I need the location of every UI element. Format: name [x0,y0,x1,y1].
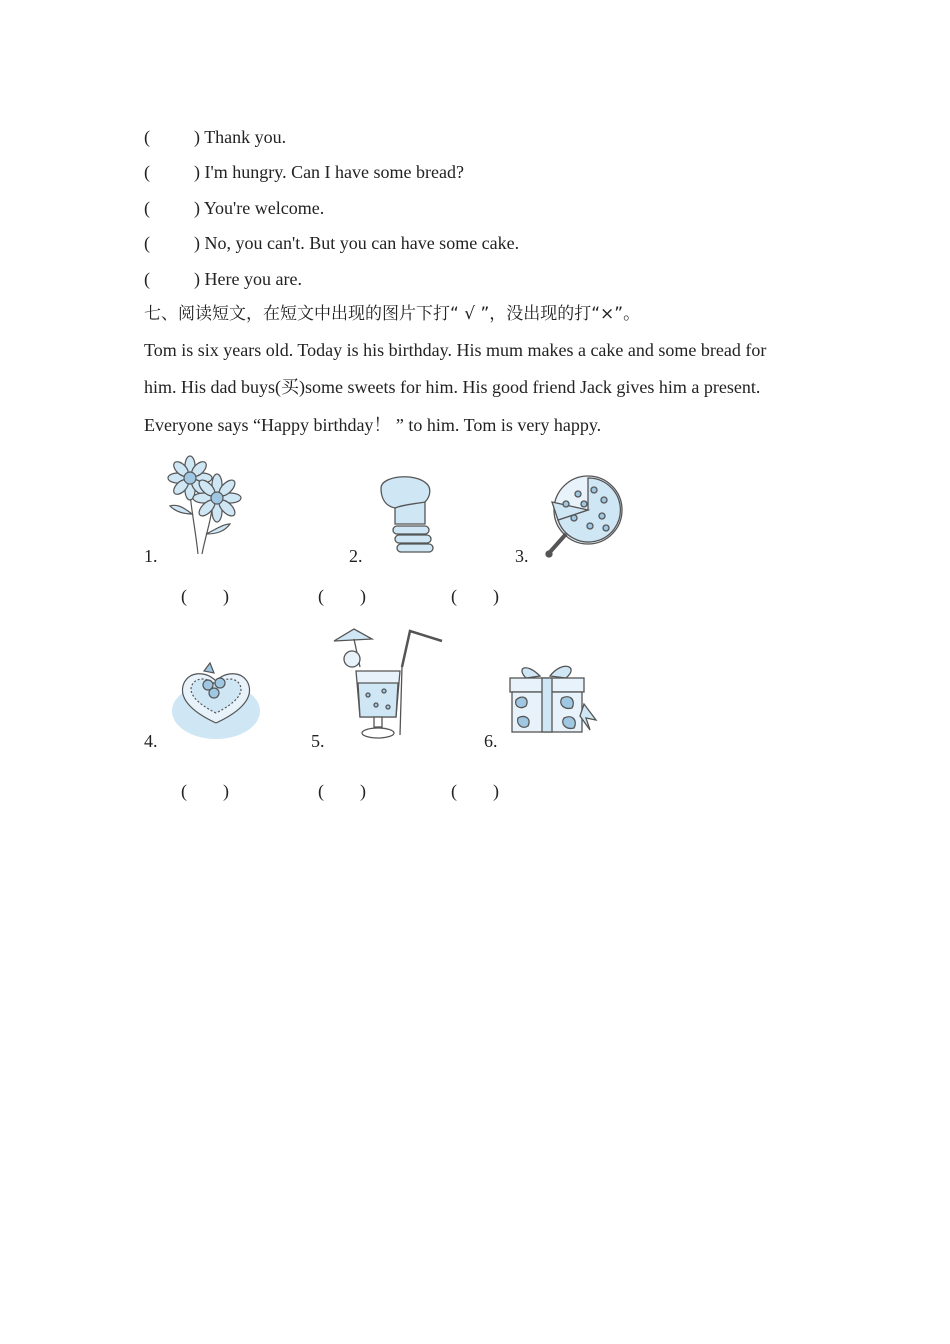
section-heading: 七、阅读短文，在短文中出现的图片下打“ √ ”，没出现的打“×”。 [144,304,641,324]
item-number: 6. [484,731,498,751]
item-number: 2. [349,546,363,566]
answer-bracket-open: ( [144,162,150,182]
item-number: 4. [144,731,158,751]
juice-drink-icon [330,625,446,743]
dialogue-line [144,231,519,255]
answer-bracket-close: ) [194,127,200,147]
answer-bracket-close: ) [194,198,200,218]
answer-brackets[interactable]: ( ) [318,586,366,606]
answer-bracket-close: ) [194,233,200,253]
item-number: 1. [144,546,158,566]
answer-brackets[interactable]: ( ) [451,586,499,606]
answer-bracket-open: ( [144,233,150,253]
dialogue-line [144,160,464,184]
dialogue-text: No, you can't. But you can have some cake. [204,233,520,253]
item-number: 5. [311,731,325,751]
dialogue-line [144,196,324,220]
dialogue-text: I'm hungry. Can I have some bread? [204,162,464,182]
pizza-icon [544,474,628,560]
answer-bracket-open: ( [144,269,150,289]
passage-line: Tom is six years old. Today is his birthday. His mum makes a cake and some bread for [144,340,767,360]
answer-brackets[interactable]: ( ) [181,781,229,801]
dialogue-text: Thank you. [204,127,287,147]
answer-bracket-open: ( [144,198,150,218]
answer-brackets[interactable]: ( ) [318,781,366,801]
answer-brackets[interactable]: ( ) [451,781,499,801]
bread-icon [375,474,437,554]
answer-bracket-open: ( [144,127,150,147]
heart-cake-icon [170,657,262,741]
dialogue-line [144,267,302,291]
gift-box-icon [506,660,600,736]
answer-brackets[interactable]: ( ) [181,586,229,606]
flowers-icon [162,454,248,558]
passage-line: Everyone says “Happy birthday！ ” to him. Tom is very happy. [144,415,602,435]
dialogue-text: You're welcome. [203,198,325,218]
answer-bracket-close: ) [194,162,200,182]
dialogue-line [144,125,286,149]
dialogue-text: Here you are. [204,269,302,289]
answer-bracket-close: ) [194,269,200,289]
passage-line: him. His dad buys(买)some sweets for him. His good friend Jack gives him a present. [144,377,761,397]
item-number: 3. [515,546,529,566]
